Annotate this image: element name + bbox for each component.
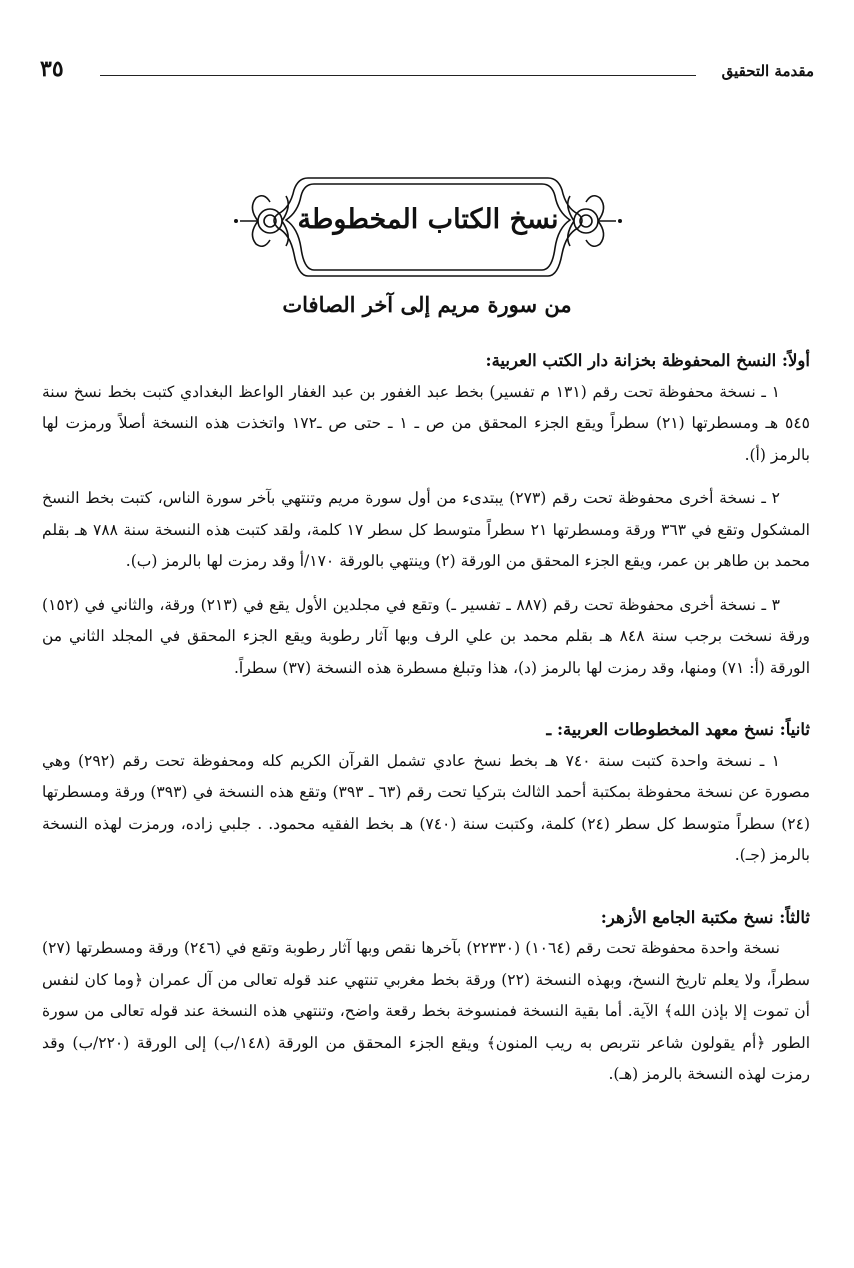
page-number: ٣٥ — [40, 56, 64, 82]
section-heading: ثانياً: نسخ معهد المخطوطات العربية: ـ — [546, 720, 810, 739]
paragraph: ١ ـ نسخة واحدة كتبت سنة ٧٤٠ هـ بخط نسخ عادي تشمل القرآن الكريم كله ومحفوظة تحت رقم (٢٩٢) وهي مصورة عن نسخة محفوظة بمكتبة أحمد الثالث بتركيا تحت رقم (٦٣ ـ ٣٩٣) وتقع هذه النسخة في (٣٩٣) ورقة ومسطرتها (٢٤) سطراً متوسط كل سطر (٢٤) كلمة، وكتبت سنة (٧٤٠) هـ بخط الفقيه محمود. . جلبي زاده، ورمزت لهذه النسخة بالرمز (جـ). — [42, 751, 811, 864]
header-rule — [100, 75, 696, 76]
paragraph: ٢ ـ نسخة أخرى محفوظة تحت رقم (٢٧٣) يبتدىء من أول سورة مريم وتنتهي بآخر سورة الناس، كتبت بخط النسخ المشكول وتقع في ٣٦٣ ورقة ومسطرتها ٢١ سطراً متوسط كل سطر ١٧ كلمة، ولقد كتبت هذه النسخة سنة ٧٨٨ هـ بقلم محمد بن طاهر بن عمر، ويقع الجزء المحقق من الورقة (٢) وينتهي بالورقة ١٧٠/أ وقد رمزت لها بالرمز (ب). — [42, 489, 810, 570]
chapter-title: نسخ الكتاب المخطوطة — [297, 204, 559, 235]
chapter-subtitle: من سورة مريم إلى آخر الصافات — [282, 292, 572, 317]
chapter-title-cartouche — [230, 168, 626, 286]
paragraph: ٣ ـ نسخة أخرى محفوظة تحت رقم (٨٨٧ ـ تفسير ـ) وتقع في مجلدين الأول يقع في (٢١٣) ورقة، والثاني في (١٥٢) ورقة نسخت برجب سنة ٨٤٨ هـ بقلم محمد بن علي الرف وبها آثار رطوبة ويقع الجزء المحقق في المجلد الثاني من الورقة (أ: ٧١) ومنها، وقد رمزت لها بالرمز (د)، هذا وتبلغ مسطرة هذه النسخة (٣٧) سطراً. — [42, 595, 810, 677]
section-heading: ثالثاً: نسخ مكتبة الجامع الأزهر: — [600, 907, 810, 927]
running-header-title: مقدمة التحقيق — [721, 62, 814, 80]
main-text — [42, 345, 810, 1103]
section-heading: أولاً: النسخ المحفوظة بخزانة دار الكتب العربية: — [485, 351, 810, 370]
running-header — [40, 58, 814, 88]
paragraph: ١ ـ نسخة محفوظة تحت رقم (١٣١ م تفسير) بخط عبد الغفور بن عبد الغفار الواعظ البغدادي كتبت بخط نسخ سنة ٥٤٥ هـ ومسطرتها (٢١) سطراً ويقع الجزء المحقق من ص ـ ١ ـ حتى ص ـ١٧٢ واتخذت هذه النسخة أصلاً ورمزت لها بالرمز (أ). — [42, 382, 811, 464]
paragraph: نسخة واحدة محفوظة تحت رقم (١٠٦٤) (٢٢٣٣٠) بآخرها نقص وبها آثار رطوبة وتقع في (٢٤٦) ورقة ومسطرتها (٢٧) سطراً، ولا يعلم تاريخ النسخ، وبهذه النسخة (٢٢) ورقة بخط مغربي تنتهي عند قوله تعالى من آل عمران ﴿وما كان لنفس أن تموت إلا بإذن الله﴾ الآية. أما بقية النسخة فمنسوخة بخط رقعة واضح، وتنتهي هذه النسخة عند قوله تعالى من سورة الطور ﴿أم يقولون شاعر نتربص به ريب المنون﴾ ويقع الجزء المحقق من الورقة (١٤٨/ب) إلى الورقة (٢٢٠/ب) وقد رمزت لهذه النسخة بالرمز (هـ). — [42, 939, 810, 1083]
